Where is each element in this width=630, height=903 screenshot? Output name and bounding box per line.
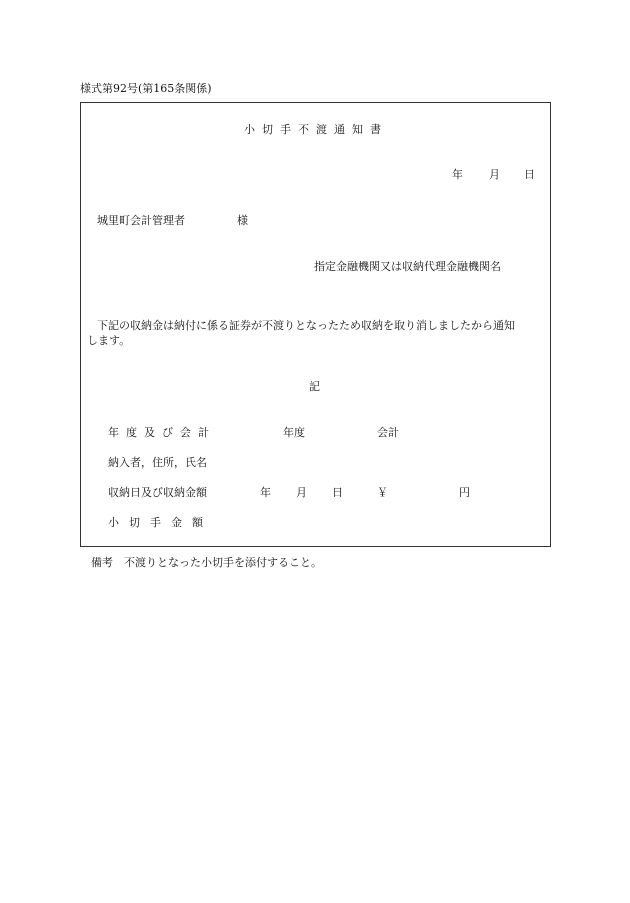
body-text-line-2: します。 xyxy=(87,334,131,347)
date-month-label: 月 xyxy=(489,168,500,181)
check-amount-label: 小切手金額 xyxy=(108,516,213,529)
addressee-name: 城里町会計管理者 xyxy=(97,214,185,227)
yen-label: 円 xyxy=(459,486,470,499)
addressee-honorific: 様 xyxy=(237,214,248,227)
ki-heading: 記 xyxy=(309,380,320,393)
remarks-note: 備考 不渡りとなった小切手を添付すること。 xyxy=(91,556,322,569)
body-text-line-1: 下記の収納金は納付に係る証券が不渡りとなったため収納を取り消しましたから通知 xyxy=(97,319,515,332)
fiscal-year-label: 年度 xyxy=(283,426,305,439)
receipt-label: 収納日及び収納金額 xyxy=(108,486,207,499)
form-title: 小切手不渡通知書 xyxy=(244,123,388,136)
fiscal-account-label: 会計 xyxy=(377,426,399,439)
receipt-year-label: 年 xyxy=(260,486,271,499)
receipt-day-label: 日 xyxy=(332,486,343,499)
receipt-month-label: 月 xyxy=(296,486,307,499)
yen-sign: ￥ xyxy=(377,486,388,499)
payer-label: 納入者，住所，氏名 xyxy=(108,456,207,469)
sender-label: 指定金融機関又は収納代理金融機関名 xyxy=(314,260,501,273)
date-year-label: 年 xyxy=(452,168,463,181)
notice-form xyxy=(80,102,551,547)
form-number: 様式第92号(第165条関係) xyxy=(80,82,212,95)
date-day-label: 日 xyxy=(524,168,535,181)
fiscal-label: 年度及び会計 xyxy=(108,426,216,439)
